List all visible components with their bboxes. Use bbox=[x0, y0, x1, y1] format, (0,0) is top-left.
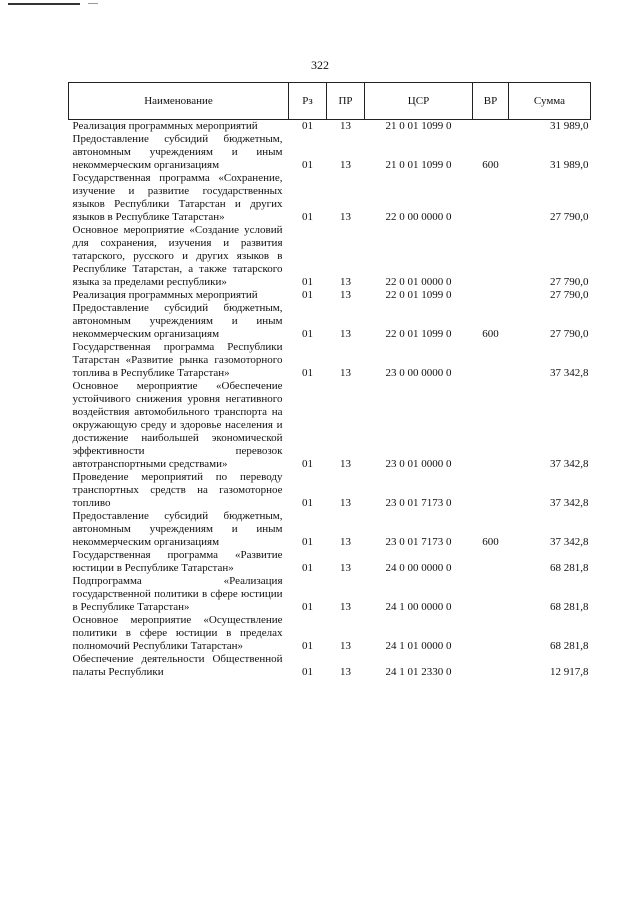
row-pr: 13 bbox=[340, 666, 351, 678]
row-vr bbox=[473, 614, 509, 653]
table-row bbox=[69, 549, 591, 575]
row-pr: 13 bbox=[340, 536, 351, 548]
row-vr bbox=[473, 549, 509, 575]
table-row bbox=[69, 471, 591, 510]
table-row bbox=[69, 120, 591, 134]
row-name: Государственная программа «Развитие юстиции в Республике Татарстан» bbox=[72, 549, 283, 574]
row-csr: 23 0 00 0000 0 bbox=[385, 367, 452, 379]
row-rz: 01 bbox=[302, 666, 313, 678]
row-rz: 01 bbox=[302, 159, 313, 171]
row-rz: 01 bbox=[302, 601, 313, 613]
budget-table bbox=[68, 82, 591, 679]
row-name: Государственная программа Республики Татарстан «Развитие рынка газомоторного топлива в Республике Татарстан» bbox=[72, 341, 283, 379]
row-sum: 27 790,0 bbox=[550, 328, 589, 340]
row-name: Реализация программных мероприятий bbox=[72, 289, 258, 301]
row-rz: 01 bbox=[302, 562, 313, 574]
row-vr: 600 bbox=[482, 328, 499, 340]
page-number: 322 bbox=[311, 58, 329, 72]
row-sum: 37 342,8 bbox=[550, 536, 589, 548]
row-csr: 22 0 01 0000 0 bbox=[385, 276, 452, 288]
budget-table-container bbox=[68, 82, 590, 679]
row-vr bbox=[473, 289, 509, 302]
row-name: Предоставление субсидий бюджетным, автономным учреждениям и иным некоммерческим организациям bbox=[72, 133, 283, 171]
header-sum: Сумма bbox=[509, 83, 591, 120]
table-header-row bbox=[69, 83, 591, 120]
table-row bbox=[69, 614, 591, 653]
row-rz: 01 bbox=[302, 458, 313, 470]
row-vr bbox=[473, 471, 509, 510]
table-row bbox=[69, 380, 591, 471]
row-pr: 13 bbox=[340, 159, 351, 171]
row-name: Основное мероприятие «Создание условий для сохранения, изучения и развития татарского, русского и других языков в Республике Татарстан, а также татарского языка за пределами республики» bbox=[72, 224, 283, 288]
row-vr bbox=[473, 380, 509, 471]
table-row bbox=[69, 341, 591, 380]
row-pr: 13 bbox=[340, 120, 351, 132]
row-name: Проведение мероприятий по переводу транспортных средств на газомоторное топливо bbox=[72, 471, 283, 509]
row-csr: 23 0 01 0000 0 bbox=[385, 458, 452, 470]
row-pr: 13 bbox=[340, 289, 351, 301]
row-sum: 27 790,0 bbox=[550, 289, 589, 301]
row-csr: 24 0 00 0000 0 bbox=[385, 562, 452, 574]
row-pr: 13 bbox=[340, 276, 351, 288]
row-rz: 01 bbox=[302, 120, 313, 132]
row-name: Подпрограмма «Реализация государственной политики в сфере юстиции в Республике Татарстан» bbox=[72, 575, 283, 613]
row-pr: 13 bbox=[340, 328, 351, 340]
row-pr: 13 bbox=[340, 497, 351, 509]
header-vr: ВР bbox=[473, 83, 509, 120]
header-pr: ПР bbox=[327, 83, 365, 120]
row-name: Реализация программных мероприятий bbox=[72, 120, 258, 132]
row-vr bbox=[473, 341, 509, 380]
row-pr: 13 bbox=[340, 562, 351, 574]
row-sum: 37 342,8 bbox=[550, 367, 589, 379]
table-row bbox=[69, 575, 591, 614]
header-rz: Рз bbox=[289, 83, 327, 120]
table-row bbox=[69, 133, 591, 172]
row-sum: 27 790,0 bbox=[550, 276, 589, 288]
row-vr bbox=[473, 172, 509, 224]
row-pr: 13 bbox=[340, 640, 351, 652]
row-name: Предоставление субсидий бюджетным, автономным учреждениям и иным некоммерческим организациям bbox=[72, 302, 283, 340]
row-sum: 27 790,0 bbox=[550, 211, 589, 223]
row-csr: 22 0 00 0000 0 bbox=[385, 211, 452, 223]
row-vr bbox=[473, 120, 509, 134]
scan-mark bbox=[8, 3, 80, 5]
row-pr: 13 bbox=[340, 601, 351, 613]
row-vr bbox=[473, 575, 509, 614]
row-sum: 68 281,8 bbox=[550, 601, 589, 613]
row-rz: 01 bbox=[302, 497, 313, 509]
row-sum: 12 917,8 bbox=[550, 666, 589, 678]
table-body bbox=[69, 120, 591, 680]
row-vr bbox=[473, 224, 509, 289]
row-rz: 01 bbox=[302, 640, 313, 652]
row-vr bbox=[473, 653, 509, 679]
row-rz: 01 bbox=[302, 536, 313, 548]
row-rz: 01 bbox=[302, 367, 313, 379]
table-row bbox=[69, 289, 591, 302]
table-row bbox=[69, 302, 591, 341]
row-csr: 24 1 01 0000 0 bbox=[385, 640, 452, 652]
row-vr: 600 bbox=[482, 159, 499, 171]
row-sum: 68 281,8 bbox=[550, 640, 589, 652]
row-csr: 24 1 01 2330 0 bbox=[385, 666, 452, 678]
row-csr: 24 1 00 0000 0 bbox=[385, 601, 452, 613]
row-rz: 01 bbox=[302, 276, 313, 288]
row-pr: 13 bbox=[340, 367, 351, 379]
row-name: Основное мероприятие «Осуществление политики в сфере юстиции в пределах полномочий Республики Татарстан» bbox=[72, 614, 283, 652]
header-name: Наименование bbox=[69, 83, 289, 120]
row-csr: 22 0 01 1099 0 bbox=[385, 328, 452, 340]
row-sum: 37 342,8 bbox=[550, 497, 589, 509]
table-row bbox=[69, 510, 591, 549]
row-sum: 37 342,8 bbox=[550, 458, 589, 470]
scan-mark-small bbox=[88, 3, 98, 4]
row-sum: 31 989,0 bbox=[550, 120, 589, 132]
row-name: Предоставление субсидий бюджетным, автономным учреждениям и иным некоммерческим организациям bbox=[72, 510, 283, 548]
row-rz: 01 bbox=[302, 328, 313, 340]
row-rz: 01 bbox=[302, 211, 313, 223]
row-sum: 68 281,8 bbox=[550, 562, 589, 574]
table-row bbox=[69, 224, 591, 289]
table-row bbox=[69, 653, 591, 679]
row-pr: 13 bbox=[340, 458, 351, 470]
header-csr: ЦСР bbox=[365, 83, 473, 120]
row-csr: 23 0 01 7173 0 bbox=[385, 536, 452, 548]
row-csr: 21 0 01 1099 0 bbox=[385, 120, 452, 132]
row-vr: 600 bbox=[482, 536, 499, 548]
table-row bbox=[69, 172, 591, 224]
row-name: Обеспечение деятельности Общественной палаты Республики bbox=[72, 653, 283, 678]
row-name: Основное мероприятие «Обеспечение устойчивого снижения уровня негативного воздействия автомобильного транспорта на окружающую среду и здоровье населения и достижение наибольшей экономической эффективности перевозок автотранспортными средствами» bbox=[72, 380, 283, 470]
row-name: Государственная программа «Сохранение, изучение и развитие государственных языков Республики Татарстан и других языков в Республике Татарстан» bbox=[72, 172, 283, 223]
row-csr: 21 0 01 1099 0 bbox=[385, 159, 452, 171]
row-rz: 01 bbox=[302, 289, 313, 301]
row-pr: 13 bbox=[340, 211, 351, 223]
row-csr: 23 0 01 7173 0 bbox=[385, 497, 452, 509]
row-sum: 31 989,0 bbox=[550, 159, 589, 171]
row-csr: 22 0 01 1099 0 bbox=[385, 289, 452, 301]
